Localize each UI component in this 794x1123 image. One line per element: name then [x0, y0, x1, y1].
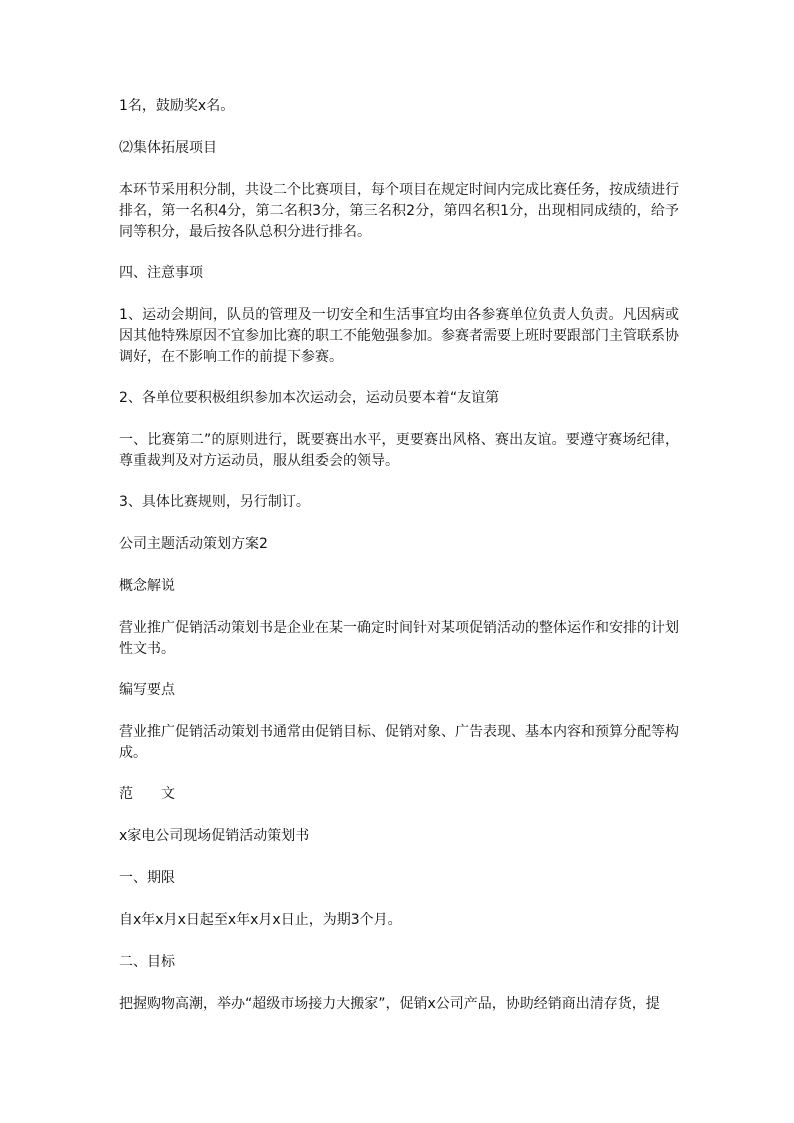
- paragraph-concept: 营业推广促销活动策划书是企业在某一确定时间针对某项促销活动的整体运作和安排的计划性文书。: [119, 620, 679, 657]
- paragraph-award: 1名，鼓励奖x名。: [119, 98, 235, 114]
- paragraph-period: 自x年x月x日起至x年x月x日止，为期3个月。: [119, 912, 402, 928]
- section-heading-group-expansion: ⑵集体拓展项目: [119, 140, 217, 156]
- section-heading-writing-points: 编写要点: [119, 682, 175, 698]
- section-heading-notes: 四、注意事项: [119, 265, 203, 281]
- section-heading-period: 一、期限: [119, 870, 175, 886]
- paragraph-note-1: 1、运动会期间，队员的管理及一切安全和生活事宜均由各参赛单位负责人负责。凡因病或因其他特殊原因不宜参加比赛的职工不能勉强参加。参赛者需要上班时要跟部门主管联系协调好，在不影响工作的前提下参赛。: [119, 307, 679, 365]
- paragraph-scoring-rules: 本环节采用积分制，共设二个比赛项目，每个项目在规定时间内完成比赛任务，按成绩进行排名，第一名积4分，第二名积3分，第三名积2分，第四名积1分，出现相同成绩的，给予同等积分，最后按各队总积分进行排名。: [119, 182, 679, 240]
- paragraph-note-3: 3、具体比赛规则，另行制订。: [119, 494, 310, 510]
- paragraph-note-2: 2、各单位要积极组织参加本次运动会，运动员要本着“友谊第: [119, 390, 500, 406]
- document-subtitle: 公司主题活动策划方案2: [119, 536, 268, 552]
- section-heading-example: 范 文: [119, 786, 175, 802]
- example-title: x家电公司现场促销活动策划书: [119, 828, 310, 844]
- paragraph-goal: 把握购物高潮，举办“超级市场接力大搬家”，促销x公司产品，协助经销商出清存货，提: [119, 996, 660, 1012]
- section-heading-goal: 二、目标: [119, 954, 175, 970]
- section-heading-concept: 概念解说: [119, 578, 175, 594]
- document-body: [119, 96, 679, 1036]
- paragraph-writing-points: 营业推广促销活动策划书通常由促销目标、促销对象、广告表现、基本内容和预算分配等构成。: [119, 724, 679, 761]
- paragraph-note-2-continued: 一、比赛第二”的原则进行，既要赛出水平，更要赛出风格、赛出友谊。要遵守赛场纪律，尊重裁判及对方运动员，服从组委会的领导。: [119, 432, 679, 469]
